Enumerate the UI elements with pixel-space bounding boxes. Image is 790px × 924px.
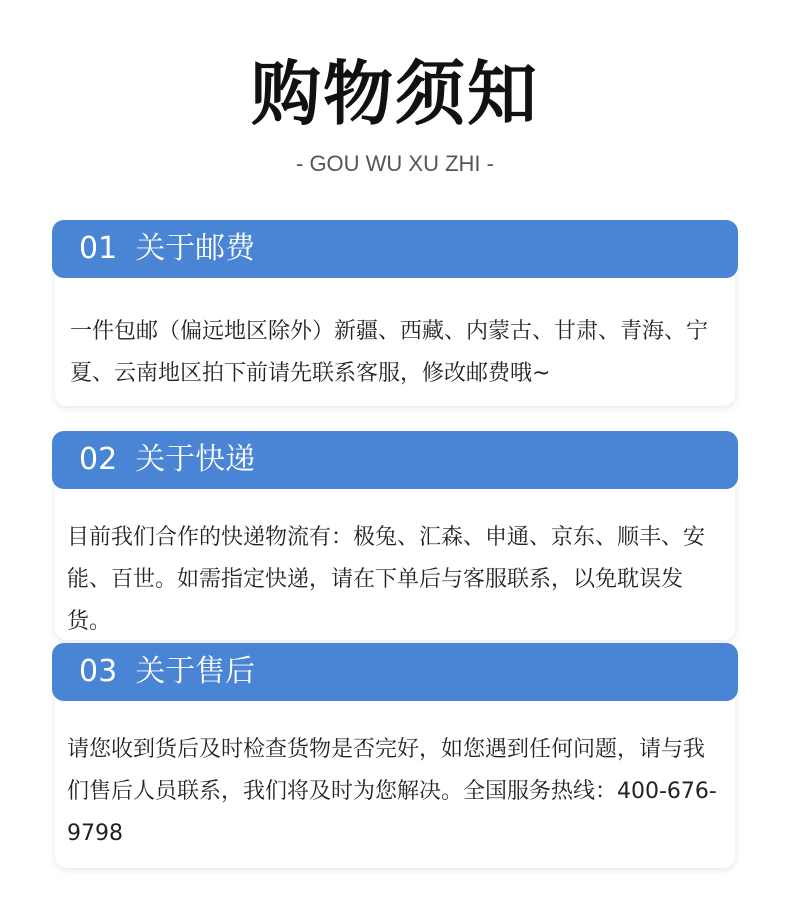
section-number: 01 xyxy=(79,231,118,266)
section-header-after-sales xyxy=(52,643,738,701)
section-body-after-sales: 请您收到货后及时检查货物是否完好，如您遇到任何问题，请与我们售后人员联系，我们将及时为您解决。全国服务热线：400-676-9798 xyxy=(67,737,717,846)
section-title: 关于售后 xyxy=(135,654,256,689)
section-number: 02 xyxy=(79,442,118,477)
section-body-shipping-fee: 一件包邮（偏远地区除外）新疆、西藏、内蒙古、甘肃、青海、宁夏、云南地区拍下前请先联系客服，修改邮费哦~ xyxy=(70,319,709,386)
section-title: 关于快递 xyxy=(135,442,256,477)
section-header-courier xyxy=(52,431,738,489)
section-header-shipping-fee xyxy=(52,220,738,278)
section-body-courier: 目前我们合作的快递物流有：极兔、汇森、申通、京东、顺丰、安能、百世。如需指定快递，请在下单后与客服联系，以免耽误发货。 xyxy=(67,525,706,634)
page-subtitle: - GOU WU XU ZHI - xyxy=(296,151,494,176)
section-number: 03 xyxy=(79,654,118,689)
section-title: 关于邮费 xyxy=(135,231,256,266)
page-title: 购物须知 xyxy=(251,53,539,135)
